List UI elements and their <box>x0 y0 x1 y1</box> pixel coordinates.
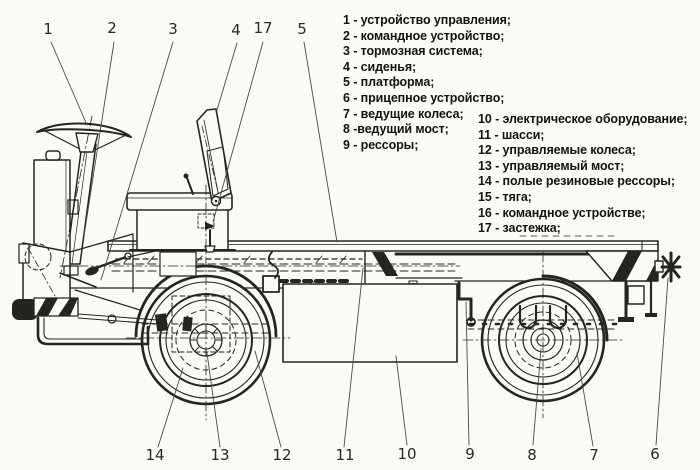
tow-hook <box>655 253 680 281</box>
legend-item: 14 - полые резиновые рессоры; <box>478 174 675 189</box>
legend-column-2 <box>478 112 687 237</box>
legend-item: 3 - тормозная система; <box>343 44 483 59</box>
callout-number: 2 <box>107 19 117 37</box>
callout-number: 5 <box>297 20 307 38</box>
legend-item: 7 - ведущие колеса; <box>343 106 464 121</box>
callout-number: 11 <box>335 446 355 464</box>
seat <box>127 109 235 276</box>
legend-item: 13 - управляемый мост; <box>478 158 625 173</box>
callout-number: 10 <box>397 445 417 463</box>
callout-number: 14 <box>145 446 165 464</box>
legend-item: 10 - электрическое оборудование; <box>478 112 688 126</box>
legend-item: 16 - командное устройстве; <box>478 205 646 220</box>
callout-number: 6 <box>650 445 660 463</box>
legend-item: 6 - прицепное устройство; <box>343 90 505 105</box>
legend-item: 2 - командное устройство; <box>343 28 505 43</box>
legend-item: 5 - платформа; <box>343 75 435 90</box>
callout-number: 17 <box>253 19 273 37</box>
callout-number: 13 <box>210 446 230 464</box>
callout-number: 12 <box>272 446 292 464</box>
callout-number: 9 <box>465 445 475 463</box>
legend-item: 11 - шасси; <box>478 127 545 142</box>
callout-number: 3 <box>168 20 178 38</box>
legend-item: 4 - сиденья; <box>343 59 417 74</box>
front-bumper <box>12 298 148 344</box>
callout-number: 8 <box>527 446 537 464</box>
legend-item: 8 -ведущий мост; <box>343 122 449 137</box>
legend-item: 12 - управляемые колеса; <box>478 143 636 158</box>
legend-item: 1 - устройство управления; <box>343 13 511 27</box>
battery-box <box>283 284 457 362</box>
front-wheel <box>142 276 272 404</box>
rear-end <box>586 251 680 281</box>
callout-number: 1 <box>43 20 53 38</box>
legend-item: 17 - застежка; <box>478 221 561 236</box>
callout-number: 7 <box>589 446 599 464</box>
callout-number: 4 <box>231 21 241 39</box>
legend-item: 15 - тяга; <box>478 189 532 204</box>
legend-item: 9 - рессоры; <box>343 137 419 152</box>
